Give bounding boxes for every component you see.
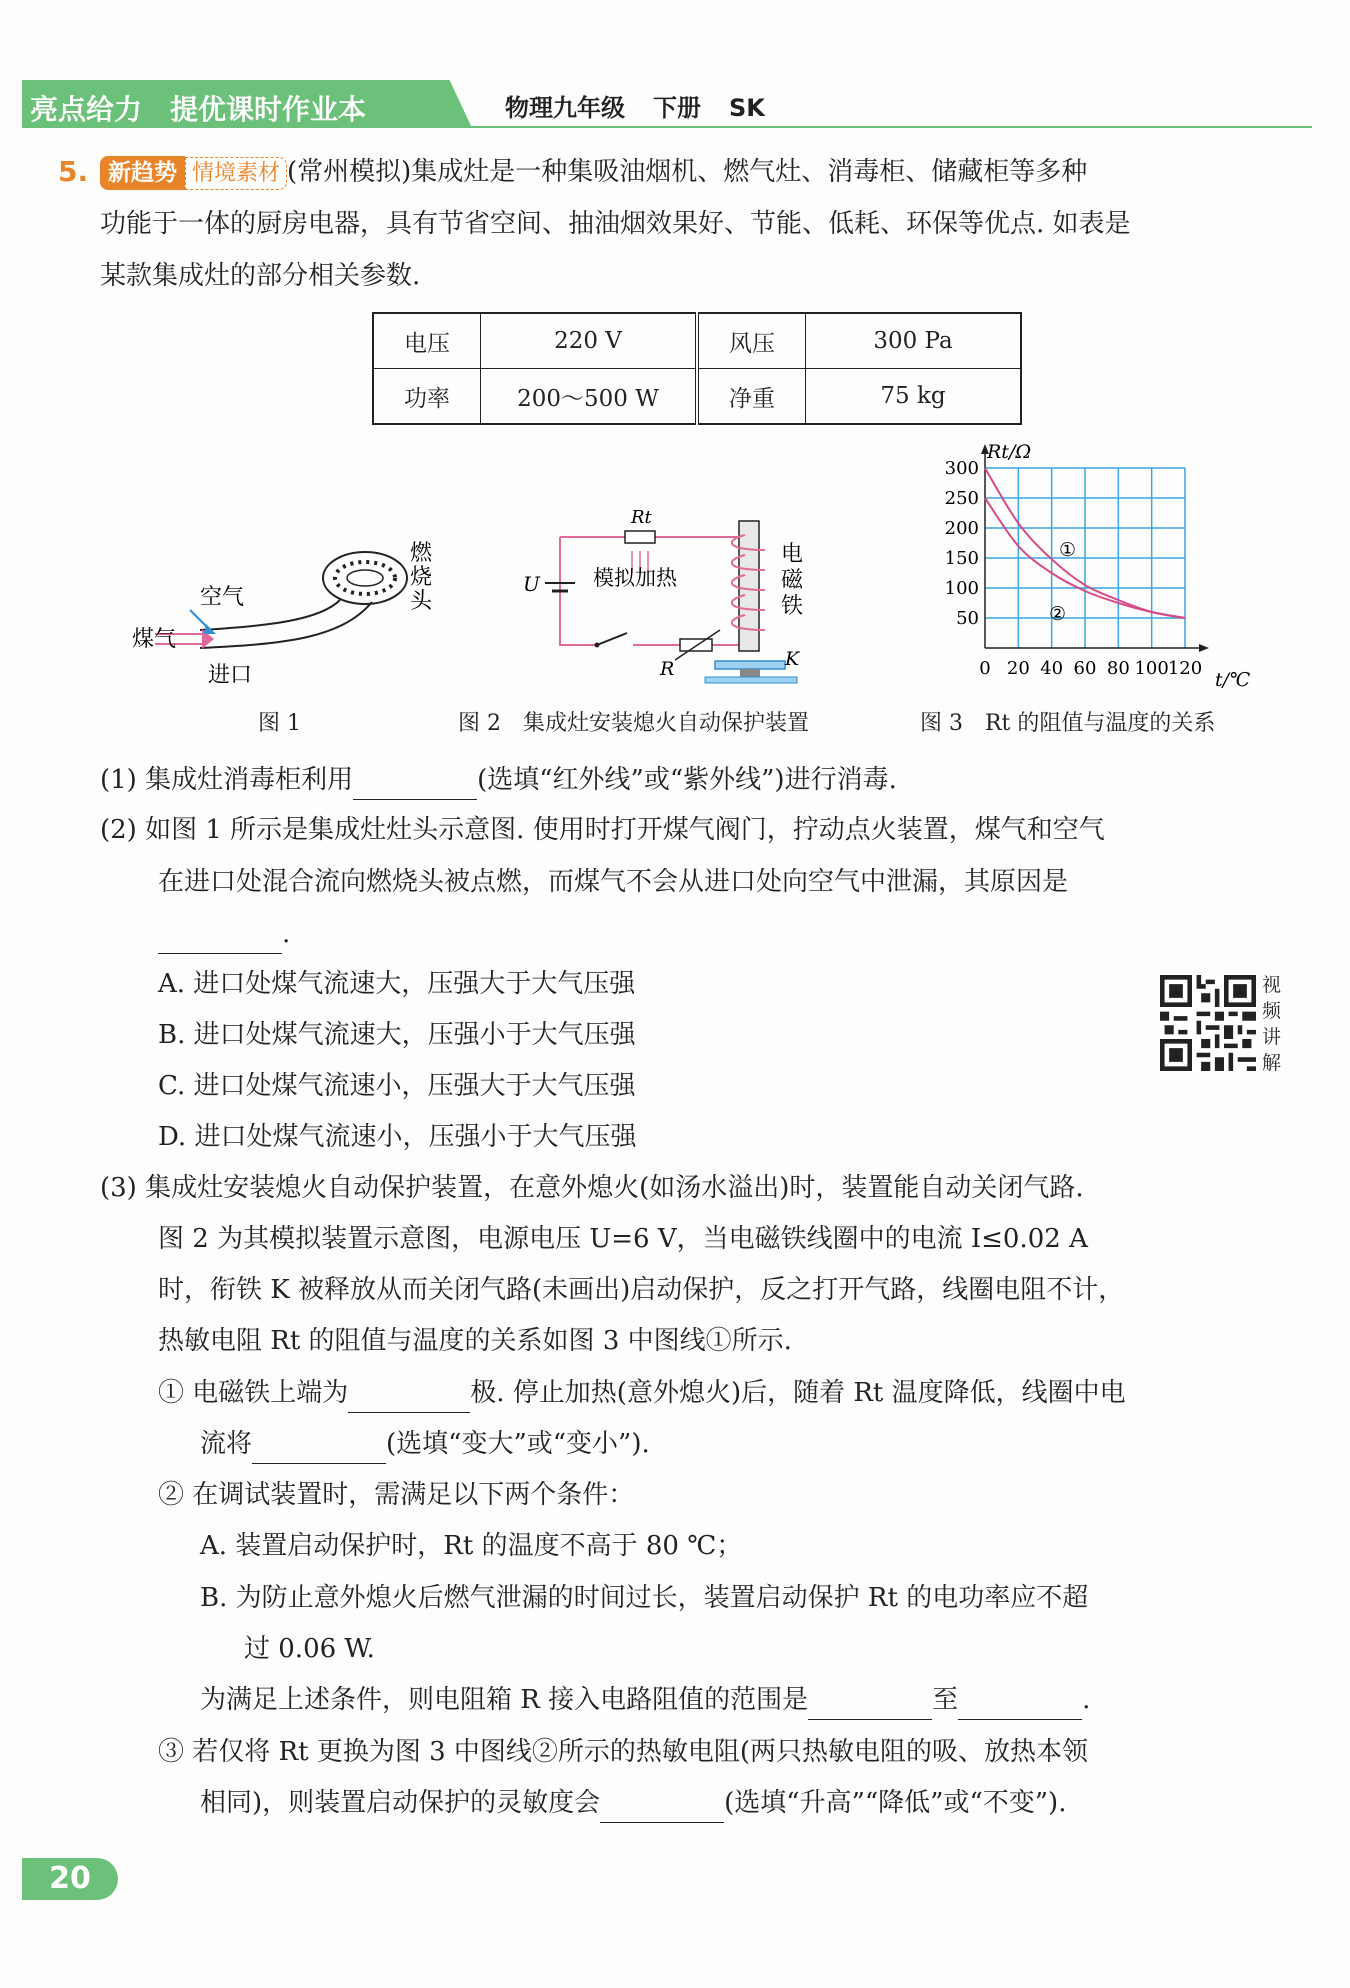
burner-inner-ring — [347, 570, 383, 586]
trend-tag: 新趋势 — [100, 156, 185, 190]
question-intro-line2: 功能于一体的厨房电器，具有节省空间、抽油烟效果好、节能、低耗、环保等优点. 如表是 — [100, 209, 1131, 239]
chart-y-axis-label: Rt/Ω — [987, 441, 1032, 463]
switch-blade — [597, 633, 627, 645]
y-tick-label: 300 — [944, 458, 979, 479]
condition-b-line1: B. 为防止意外熄火后燃气泄漏的时间过长，装置启动保护 Rt 的电功率应不超 — [200, 1583, 1089, 1613]
chart-grid — [981, 444, 1209, 652]
table-cell: 电压 — [373, 313, 481, 369]
label-burner-2: 烧 — [410, 565, 433, 590]
figure-3-chart — [925, 438, 1265, 698]
label-electromagnet-1: 电 — [781, 542, 804, 567]
header-brand — [30, 88, 366, 128]
part-1-lead: (1) 集成灶消毒柜利用 — [100, 765, 354, 795]
answer-blank[interactable] — [958, 1689, 1082, 1720]
y-tick-label: 200 — [944, 518, 979, 539]
x-tick-label: 80 — [1106, 658, 1130, 679]
label-K: K — [785, 648, 800, 670]
parameter-table — [372, 312, 1022, 425]
figure-1-burner-diagram — [120, 530, 450, 710]
switch-contact — [595, 643, 600, 648]
option-d: D. 进口处煤气流速小，压强小于大气压强 — [158, 1122, 637, 1152]
question-number: 5. — [58, 155, 89, 188]
part-2-line1: (2) 如图 1 所示是集成灶灶头示意图. 使用时打开煤气阀门，拧动点火装置，煤气和空气 — [100, 815, 1105, 845]
book-edition: SK — [729, 94, 765, 122]
brand-name: 亮点给力 — [30, 93, 143, 126]
electromagnet-core — [739, 521, 759, 651]
x-tick-label: 20 — [1006, 658, 1030, 679]
sub-question-2: ② 在调试装置时，需满足以下两个条件： — [158, 1480, 635, 1510]
qr-code-icon[interactable] — [1160, 975, 1256, 1071]
part-1 — [100, 760, 897, 800]
part-3-line4: 热敏电阻 Rt 的阻值与温度的关系如图 3 中图线①所示. — [158, 1326, 792, 1356]
qr-label — [1262, 972, 1286, 1076]
sub-1-l2-lead: 流将 — [200, 1429, 253, 1459]
sub-question-3-line1: ③ 若仅将 Rt 更换为图 3 中图线②所示的热敏电阻(两只热敏电阻的吸、放热本领 — [158, 1737, 1089, 1767]
range-lead: 为满足上述条件，则电阻箱 R 接入电路阻值的范围是 — [200, 1685, 809, 1715]
range-tail: . — [1082, 1685, 1091, 1715]
qr-label-char: 讲 — [1262, 1026, 1282, 1048]
x-tick-label: 120 — [1167, 658, 1203, 679]
page-number: 20 — [22, 1858, 118, 1900]
part-2-period: . — [282, 919, 291, 949]
x-tick-label: 60 — [1073, 658, 1097, 679]
sub-1-lead: ① 电磁铁上端为 — [158, 1378, 349, 1408]
table-cell: 220 V — [481, 313, 698, 369]
armature-base — [740, 669, 760, 677]
resistance-box-R — [680, 639, 712, 651]
sub-1-mid: 极. 停止加热(意外熄火)后，随着 Rt 温度降低，线圈中电 — [470, 1378, 1126, 1408]
y-tick-label: 50 — [956, 608, 979, 629]
header-book-info — [505, 88, 793, 123]
label-Rt: Rt — [631, 507, 652, 528]
question-intro-line3: 某款集成灶的部分相关参数. — [100, 261, 421, 291]
label-electromagnet-2: 磁 — [781, 568, 804, 593]
y-tick-label: 250 — [944, 488, 979, 509]
material-tag: 情境素材 — [185, 157, 287, 190]
part-2-line3 — [158, 914, 290, 954]
x-tick-label: 40 — [1040, 658, 1064, 679]
condition-b-line2: 过 0.06 W. — [244, 1634, 375, 1664]
chart-curve-label-1: ① — [1059, 539, 1077, 561]
qr-label-char: 视 — [1262, 974, 1282, 996]
sub-3-tail: (选填“升高”“降低”或“不变”). — [724, 1788, 1067, 1818]
book-subject: 物理九年级 — [505, 94, 625, 122]
sub-3-lead: 相同)，则装置启动保护的灵敏度会 — [200, 1788, 601, 1818]
qr-label-char: 解 — [1262, 1052, 1282, 1074]
figure-2-circuit-diagram — [515, 495, 845, 695]
intro-text-1: (常州模拟)集成灶是一种集吸油烟机、燃气灶、消毒柜、储藏柜等多种 — [287, 157, 1088, 187]
part-1-tail: (选填“红外线”或“紫外线”)进行消毒. — [477, 765, 897, 795]
option-c: C. 进口处煤气流速小，压强大于大气压强 — [158, 1071, 636, 1101]
option-a: A. 进口处煤气流速大，压强大于大气压强 — [158, 969, 636, 999]
part-3-line1: (3) 集成灶安装熄火自动保护装置，在意外熄火(如汤水溢出)时，装置能自动关闭气路. — [100, 1173, 1084, 1203]
table-cell: 功率 — [373, 369, 481, 425]
label-U: U — [523, 572, 540, 596]
x-tick-label: 100 — [1134, 658, 1169, 679]
chart-curve-label-2: ② — [1049, 603, 1067, 625]
table-row — [373, 313, 1021, 369]
figure-3-caption: 图 3 Rt 的阻值与温度的关系 — [920, 711, 1216, 736]
condition-a: A. 装置启动保护时，Rt 的温度不高于 80 ℃； — [200, 1531, 743, 1561]
answer-blank[interactable] — [348, 1382, 470, 1413]
range-question — [200, 1680, 1090, 1720]
qr-label-char: 频 — [1262, 1000, 1282, 1022]
sub-question-1-line2 — [200, 1424, 650, 1464]
sub-question-3-line2 — [200, 1783, 1066, 1823]
table-cell: 净重 — [697, 369, 806, 425]
thermistor-Rt — [625, 531, 655, 543]
label-R: R — [660, 658, 675, 680]
range-mid: 至 — [932, 1685, 959, 1715]
header-rule — [22, 126, 1312, 128]
armature-plate — [705, 677, 797, 683]
armature-K — [715, 661, 785, 669]
label-gas: 煤气 — [132, 627, 177, 652]
part-2-line2: 在进口处混合流向燃烧头被点燃，而煤气不会从进口处向空气中泄漏，其原因是 — [158, 867, 1069, 897]
burner-holes — [335, 562, 395, 594]
part-3-line3: 时，衔铁 K 被释放从而关闭气路(未画出)启动保护，反之打开气路，线圈电阻不计， — [158, 1275, 1125, 1305]
option-b: B. 进口处煤气流速大，压强小于大气压强 — [158, 1020, 636, 1050]
answer-blank[interactable] — [252, 1433, 386, 1464]
chart-x-axis-label: t/℃ — [1215, 669, 1251, 691]
part-3-line2: 图 2 为其模拟装置示意图，电源电压 U=6 V，当电磁铁线圈中的电流 I≤0.02 A — [158, 1224, 1088, 1254]
label-air: 空气 — [200, 585, 245, 610]
table-cell: 风压 — [697, 313, 806, 369]
label-burner-1: 燃 — [410, 541, 433, 566]
label-simulated-heating: 模拟加热 — [593, 566, 677, 590]
y-tick-label: 100 — [944, 578, 979, 599]
label-burner-3: 头 — [410, 589, 433, 614]
book-volume: 下册 — [653, 94, 701, 122]
answer-blank[interactable] — [808, 1689, 932, 1720]
figure-1-caption: 图 1 — [258, 711, 301, 736]
table-cell: 200～500 W — [481, 369, 698, 425]
label-electromagnet-3: 铁 — [781, 594, 804, 619]
answer-blank[interactable] — [600, 1792, 724, 1823]
sub-question-1 — [158, 1373, 1126, 1413]
figure-2-caption: 图 2 集成灶安装熄火自动保护装置 — [458, 711, 809, 736]
x-axis-arrow — [1199, 644, 1209, 652]
table-cell: 300 Pa — [806, 313, 1022, 369]
table-cell: 75 kg — [806, 369, 1022, 425]
question-intro-line1 — [100, 152, 1087, 192]
x-tick-label: 0 — [979, 658, 991, 679]
answer-blank[interactable] — [158, 923, 282, 954]
table-row — [373, 369, 1021, 425]
y-tick-label: 150 — [944, 548, 979, 569]
answer-blank[interactable] — [353, 769, 477, 800]
label-inlet: 进口 — [208, 663, 253, 688]
brand-series: 提优课时作业本 — [170, 93, 367, 126]
sub-1-l2-tail: (选填“变大”或“变小”). — [386, 1429, 650, 1459]
chart-tick-labels — [945, 458, 1203, 679]
